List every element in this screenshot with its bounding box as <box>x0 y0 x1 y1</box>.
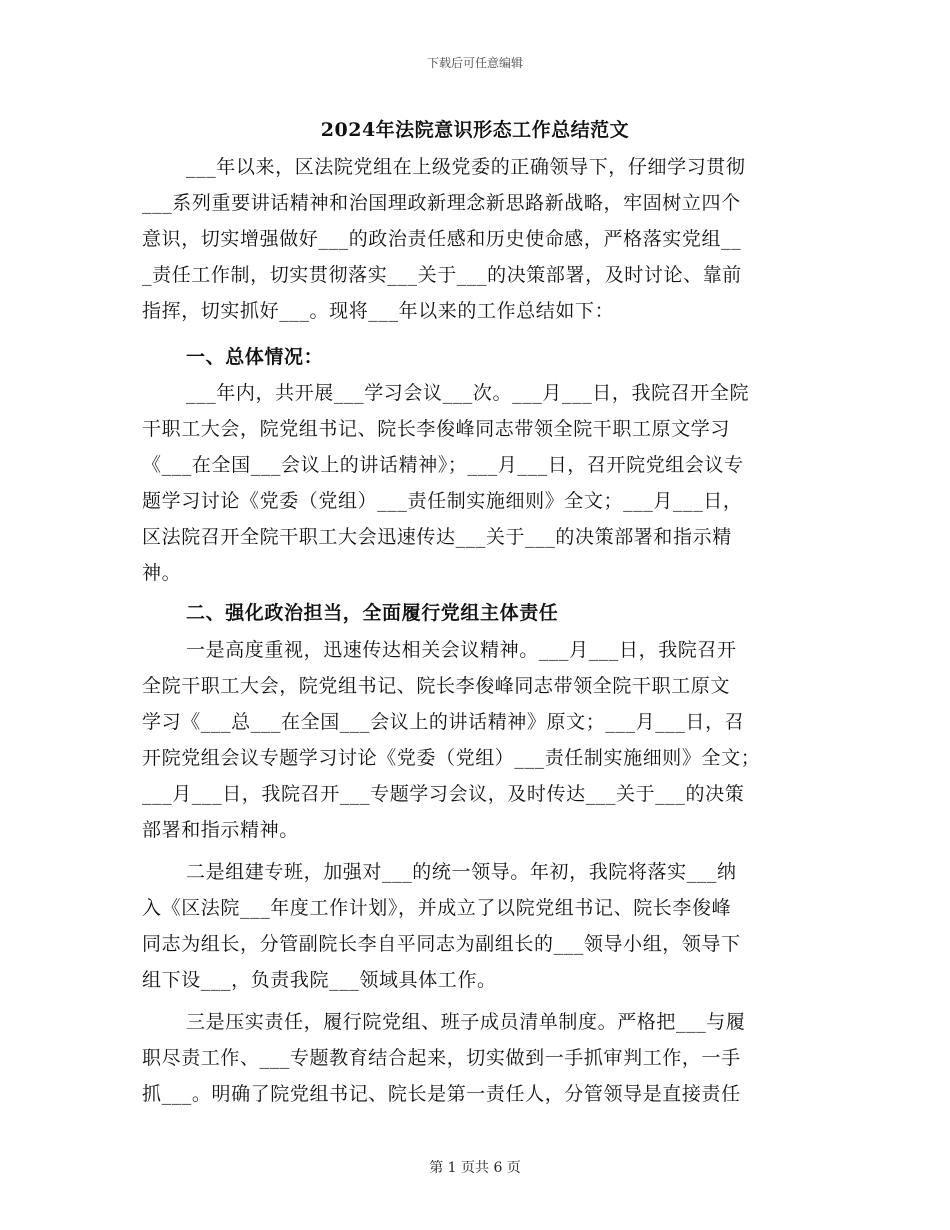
paragraph-line: 部署和指示精神。 <box>142 819 299 841</box>
paragraph-line: 三是压实责任，履行院党组、班子成员清单制度。严格把___与履 <box>186 1011 746 1033</box>
paragraph-line: 组下设___，负责我院___领域具体工作。 <box>142 969 497 991</box>
paragraph-line: 二是组建专班，加强对___的统一领导。年初，我院将落实___纳 <box>186 861 737 883</box>
paragraph-line: ___系列重要讲话精神和治国理政新理念新思路新战略，牢固树立四个 <box>142 192 741 214</box>
paragraph-line: _责任工作制，切实贯彻落实___关于___的决策部署，及时讨论、靠前 <box>142 264 742 286</box>
paragraph-line: 区法院召开全院干职工大会迅速传达___关于___的决策部署和指示精 <box>142 526 732 548</box>
paragraph-line: ___年内，共开展___学习会议___次。___月___日，我院召开全院 <box>186 382 750 404</box>
paragraph-line: ___月___日，我院召开___专题学习会议，及时传达___关于___的决策 <box>142 783 745 805</box>
section-heading: 二、强化政治担当，全面履行党组主体责任 <box>186 602 559 624</box>
document-title: 2024年法院意识形态工作总结范文 <box>320 119 630 141</box>
paragraph-line: 指挥，切实抓好___。现将___年以来的工作总结如下： <box>142 300 615 322</box>
paragraph-line: 一是高度重视，迅速传达相关会议精神。___月___日，我院召开 <box>186 639 737 661</box>
page-header: 下载后可任意编辑 <box>426 56 523 70</box>
paragraph-line: 入《区法院___年度工作计划》，并成立了以院党组书记、院长李俊峰 <box>142 897 732 919</box>
paragraph-line: ___年以来，区法院党组在上级党委的正确领导下，仔细学习贯彻 <box>186 156 746 178</box>
paragraph-line: 职尽责工作、___专题教育结合起来，切实做到一手抓审判工作，一手 <box>142 1047 741 1069</box>
section-heading: 一、总体情况： <box>186 346 324 368</box>
paragraph-line: 意识，切实增强做好___的政治责任感和历史使命感，严格落实党组__ <box>142 228 742 250</box>
paragraph-line: 同志为组长，分管副院长李自平同志为副组长的___领导小组，领导下 <box>142 933 741 955</box>
paragraph-line: 学习《___总___在全国___会议上的讲话精神》原文；___月___日，召 <box>142 711 745 733</box>
paragraph-line: 题学习讨论《党委（党组）___责任制实施细则》全文；___月___日， <box>142 490 743 512</box>
paragraph-line: 《___在全国___会议上的讲话精神》；___月___日，召开院党组会议专 <box>142 454 744 476</box>
paragraph-line: 开院党组会议专题学习讨论《党委（党组）___责任制实施细则》全文； <box>142 747 761 769</box>
paragraph-line: 干职工大会，院党组书记、院长李俊峰同志带领全院干职工原文学习 <box>142 418 731 440</box>
paragraph-line: 全院干职工大会，院党组书记、院长李俊峰同志带领全院干职工原文 <box>142 675 731 697</box>
paragraph-line: 神。 <box>142 562 182 584</box>
page-footer: 第 1 页共 6 页 <box>429 1160 521 1176</box>
paragraph-line: 抓___。明确了院党组书记、院长是第一责任人，分管领导是直接责任 <box>142 1083 741 1105</box>
